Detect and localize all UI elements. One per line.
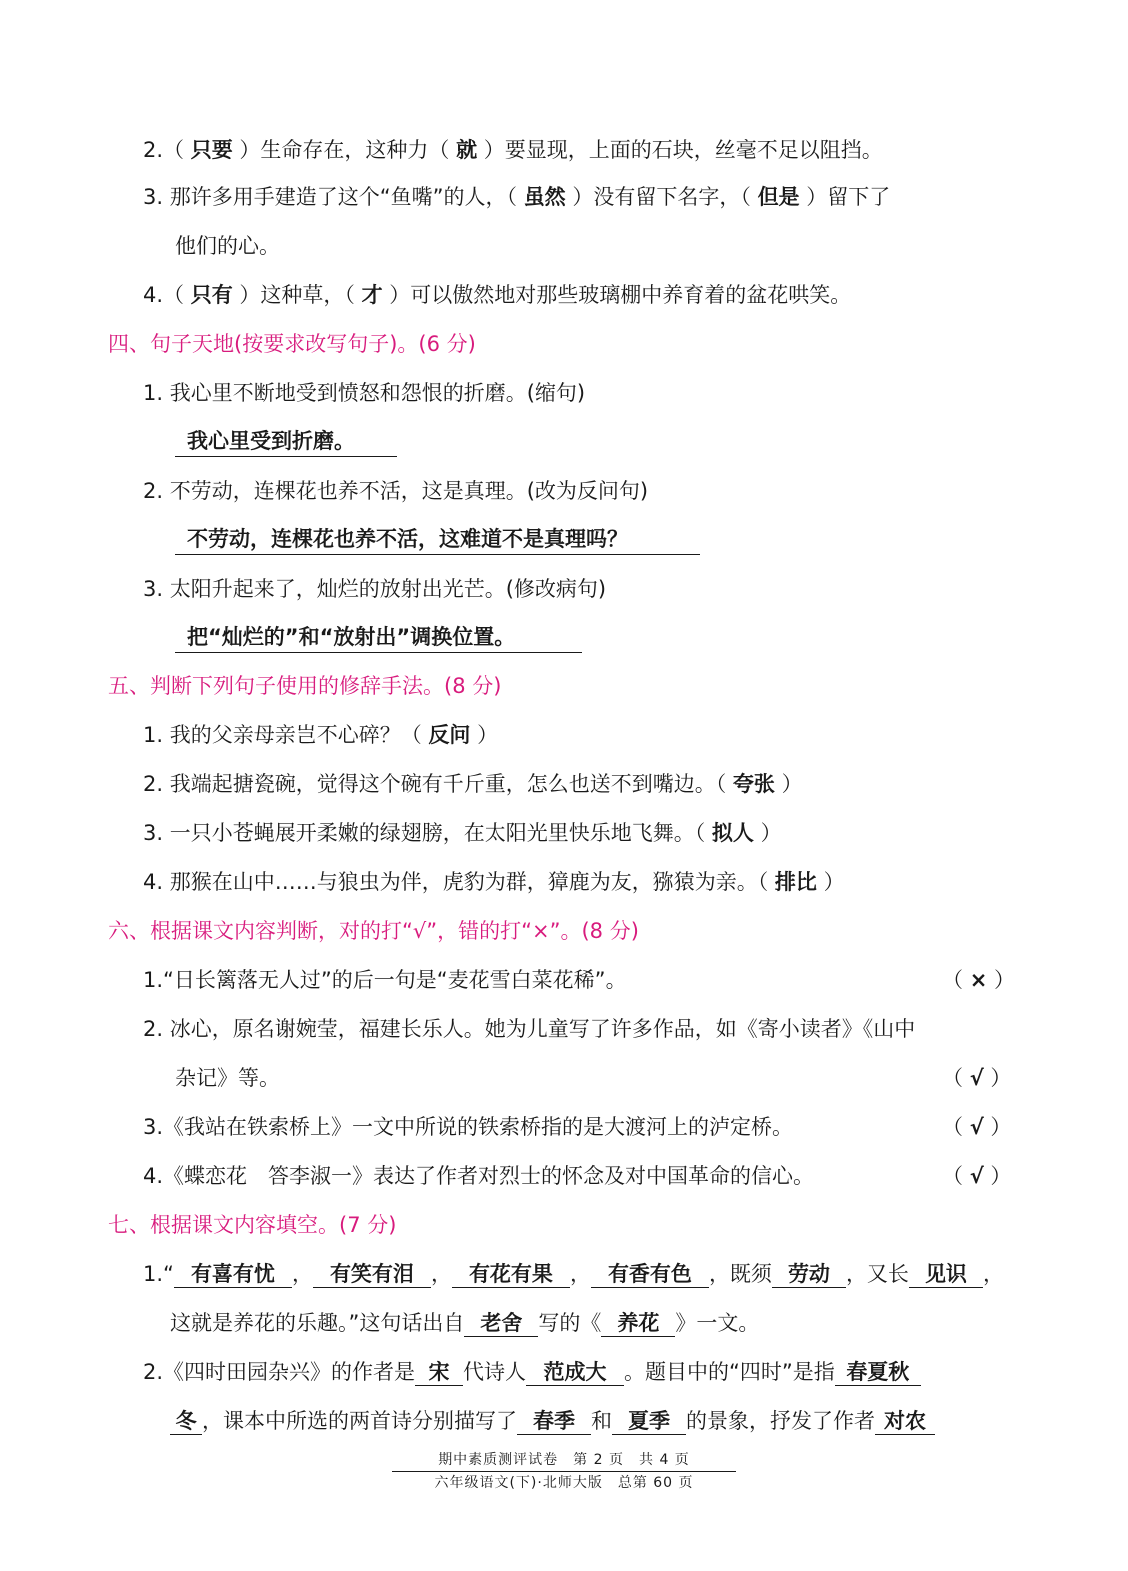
- section4-heading: 四、句子天地(按要求改写句子)。(6 分): [108, 332, 476, 356]
- s7-q1-blank2[interactable]: 有笑有泪: [313, 1261, 431, 1288]
- s6-item2: 2. 冰心，原名谢婉莹，福建长乐人。她为儿童写了许多作品，如《寄小读者》《山中: [143, 1017, 916, 1041]
- s7-q2-blank7[interactable]: 对农: [875, 1408, 935, 1435]
- s5-item2: 2. 我端起搪瓷碗，觉得这个碗有千斤重，怎么也送不到嘴边。（ 夸张 ）: [143, 772, 803, 796]
- section6-heading: 六、根据课文内容判断，对的打“√”，错的打“×”。(8 分): [108, 919, 639, 943]
- s6-item3-mark[interactable]: （ √ ）: [942, 1115, 1012, 1139]
- s6-item4: 4.《蝶恋花 答李淑一》表达了作者对烈士的怀念及对中国革命的信心。: [143, 1164, 815, 1188]
- s3-q4-answer1[interactable]: 只有: [190, 283, 233, 307]
- footer-line2: 六年级语文(下)·北师大版 总第 60 页: [434, 1475, 694, 1491]
- s4-item2: 2. 不劳动，连棵花也养不活，这是真理。(改为反问句): [143, 479, 649, 503]
- s7-q1-blank3[interactable]: 有花有果: [452, 1261, 570, 1288]
- s6-item1: 1.“日长篱落无人过”的后一句是“麦花雪白菜花稀”。: [143, 968, 627, 992]
- s7-q2-blank3[interactable]: 春夏秋: [835, 1359, 921, 1386]
- s7-q1-line2: 这就是养花的乐趣。”这句话出自 老舍 写的《 养花 》一文。: [170, 1311, 760, 1335]
- footer-divider: [392, 1471, 736, 1472]
- s7-q2-blank2[interactable]: 范成大: [526, 1359, 624, 1386]
- s5-item1-answer[interactable]: 反问: [428, 723, 471, 747]
- s6-item3: 3.《我站在铁索桥上》一文中所说的铁索桥指的是大渡河上的泸定桥。: [143, 1115, 794, 1139]
- s5-item3-answer[interactable]: 拟人: [711, 821, 754, 845]
- s7-q1-blank6[interactable]: 见识: [909, 1261, 983, 1288]
- s3-q3-cont: 他们的心。: [175, 234, 280, 258]
- s4-item2-answer[interactable]: 不劳动，连棵花也养不活，这难道不是真理吗？: [175, 524, 700, 555]
- s3-q3: 3. 那许多用手建造了这个“鱼嘴”的人，（ 虽然 ）没有留下名字，（ 但是 ）留下了: [143, 185, 891, 209]
- s7-q1-blank1[interactable]: 有喜有忧: [174, 1261, 292, 1288]
- s3-q3-answer2[interactable]: 但是: [757, 185, 800, 209]
- s5-item1: 1. 我的父亲母亲岂不心碎？（ 反问 ）: [143, 723, 499, 747]
- s6-item4-mark[interactable]: （ √ ）: [942, 1164, 1012, 1188]
- section7-heading: 七、根据课文内容填空。(7 分): [108, 1213, 397, 1237]
- s4-item3: 3. 太阳升起来了，灿烂的放射出光芒。(修改病句): [143, 577, 607, 601]
- s7-q2-line1: 2.《四时田园杂兴》的作者是 宋 代诗人 范成大 。题目中的“四时”是指 春夏秋: [143, 1357, 921, 1387]
- s4-item3-answer[interactable]: 把“灿烂的”和“放射出”调换位置。: [175, 622, 582, 653]
- s7-q1-blank4[interactable]: 有香有色: [591, 1261, 709, 1288]
- s3-q2-answer1[interactable]: 只要: [190, 138, 233, 162]
- s7-q2-blank4[interactable]: 冬: [170, 1408, 202, 1435]
- s3-q2: 2.（ 只要 ）生命存在，这种力（ 就 ）要显现，上面的石块，丝毫不足以阻挡。: [143, 138, 883, 162]
- s7-q2-blank1[interactable]: 宋: [415, 1359, 463, 1386]
- s3-q3-answer1[interactable]: 虽然: [523, 185, 566, 209]
- s7-q1-blank5[interactable]: 劳动: [772, 1261, 846, 1288]
- s7-q2-blank6[interactable]: 夏季: [612, 1408, 686, 1435]
- s4-item1: 1. 我心里不断地受到愤怒和怨恨的折磨。(缩句): [143, 381, 586, 405]
- s6-item2-mark[interactable]: （ √ ）: [942, 1066, 1012, 1090]
- s6-item2-cont: 杂记》等。: [175, 1066, 280, 1090]
- s3-q2-answer2[interactable]: 就: [456, 138, 478, 162]
- s7-q1-blank8[interactable]: 养花: [601, 1310, 675, 1337]
- s7-q1-line1: 1.“ 有喜有忧 ， 有笑有泪 ， 有花有果 ， 有香有色 ，既须 劳动 ，又长 见识 ，: [143, 1262, 1004, 1286]
- s5-item3: 3. 一只小苍蝇展开柔嫩的绿翅膀，在太阳光里快乐地飞舞。（ 拟人 ）: [143, 821, 782, 845]
- s4-item1-answer[interactable]: 我心里受到折磨。: [175, 426, 397, 457]
- section5-heading: 五、判断下列句子使用的修辞手法。(8 分): [108, 674, 502, 698]
- s7-q2-blank5[interactable]: 春季: [517, 1408, 591, 1435]
- s5-item2-answer[interactable]: 夸张: [732, 772, 775, 796]
- s7-q2-line2: 冬 ，课本中所选的两首诗分别描写了 春季 和 夏季 的景象，抒发了作者 对农: [170, 1406, 935, 1436]
- s3-q4-answer2[interactable]: 才: [361, 283, 383, 307]
- s7-q1-blank7[interactable]: 老舍: [464, 1310, 538, 1337]
- s6-item1-mark[interactable]: （ × ）: [942, 968, 1015, 992]
- footer-line1: 期中素质测评试卷 第 2 页 共 4 页: [438, 1452, 690, 1468]
- s5-item4: 4. 那猴在山中……与狼虫为伴，虎豹为群，獐鹿为友，猕猿为亲。（ 排比 ）: [143, 870, 845, 894]
- s3-q4: 4.（ 只有 ）这种草，（ 才 ）可以傲然地对那些玻璃棚中养育着的盆花哄笑。: [143, 283, 852, 307]
- s5-item4-answer[interactable]: 排比: [774, 870, 817, 894]
